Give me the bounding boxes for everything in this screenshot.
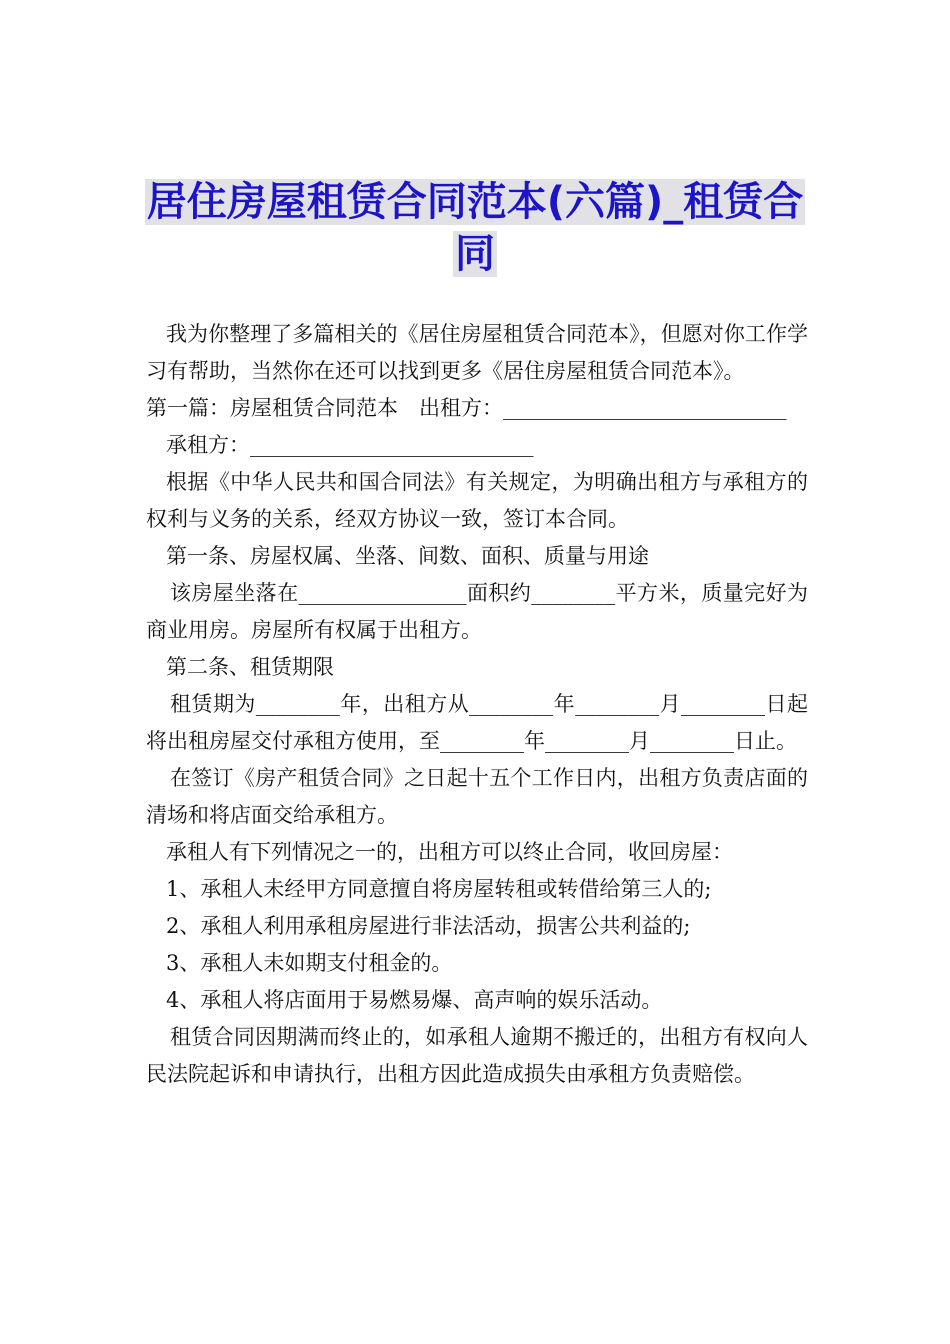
article-2-body: 租赁期为________年，出租方从________年________月________日起将出租房屋交付承租方使用，至________年________月________日止。 <box>146 692 808 753</box>
article-1-heading: 第一条、房屋权属、坐落、间数、面积、质量与用途 <box>166 544 649 568</box>
document-body <box>146 316 808 1093</box>
preamble-paragraph: 根据《中华人民共和国合同法》有关规定，为明确出租方与承租方的权利与义务的关系，经双方协议一致，签订本合同。 <box>146 470 808 531</box>
chapter-heading: 第一篇：房屋租赁合同范本 出租方：___________________________ <box>146 396 787 420</box>
article-2-heading: 第二条、租赁期限 <box>166 655 334 679</box>
termination-item-2: 2、承租人利用承租房屋进行非法活动，损害公共利益的; <box>166 914 691 938</box>
termination-intro: 承租人有下列情况之一的，出租方可以终止合同，收回房屋： <box>166 840 733 864</box>
lessee-line: 承租方：___________________________ <box>166 433 534 457</box>
intro-paragraph: 我为你整理了多篇相关的《居住房屋租赁合同范本》，但愿对你工作学习有帮助，当然你在还可以找到更多《居住房屋租赁合同范本》。 <box>146 322 808 383</box>
handover-paragraph: 在签订《房产租赁合同》之日起十五个工作日内，出租方负责店面的清场和将店面交给承租方。 <box>146 766 808 827</box>
article-1-body: 该房屋坐落在________________面积约________平方米，质量完好为商业用房。房屋所有权属于出租方。 <box>146 581 808 642</box>
title-line-2: 同 <box>455 231 495 277</box>
title-line-1: 居住房屋租赁合同范本(六篇)_租赁合 <box>146 179 804 225</box>
expiry-paragraph: 租赁合同因期满而终止的，如承租人逾期不搬迁的，出租方有权向人民法院起诉和申请执行，出租方因此造成损失由承租方负责赔偿。 <box>146 1025 808 1086</box>
termination-item-1: 1、承租人未经甲方同意擅自将房屋转租或转借给第三人的; <box>166 877 712 901</box>
termination-item-4: 4、承租人将店面用于易燃易爆、高声响的娱乐活动。 <box>166 988 663 1012</box>
termination-item-3: 3、承租人未如期支付租金的。 <box>166 951 453 975</box>
document-title <box>100 176 850 280</box>
